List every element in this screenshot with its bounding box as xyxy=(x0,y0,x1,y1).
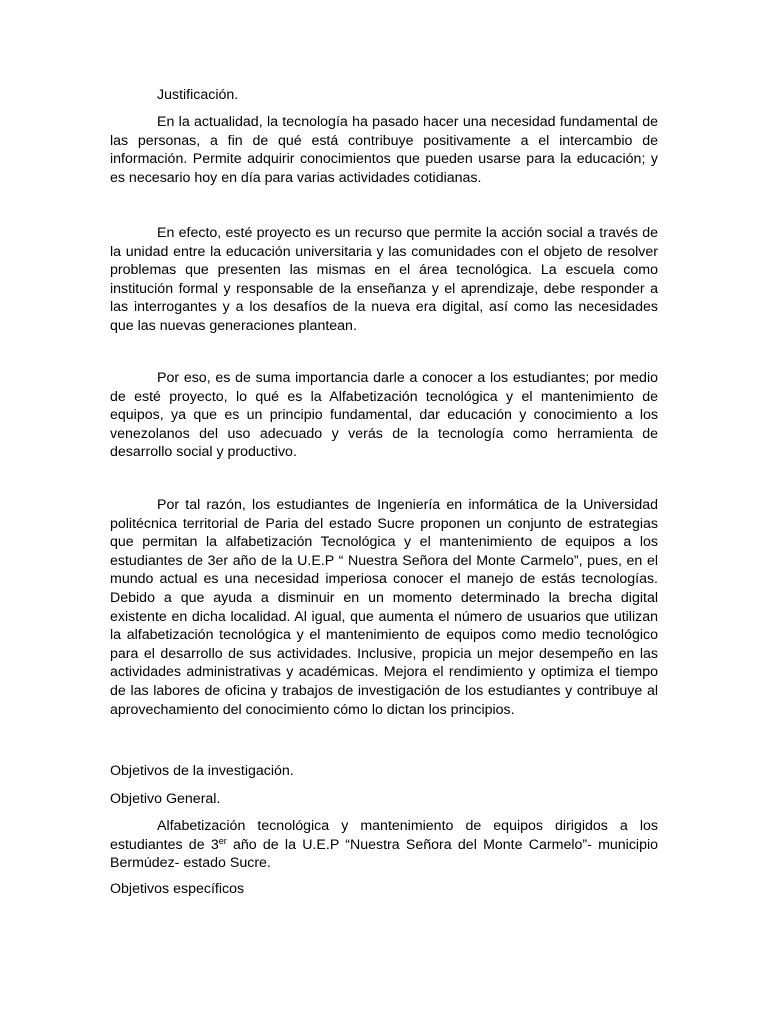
paragraph-objetivo-general xyxy=(110,817,658,873)
ordinal-superscript: er xyxy=(218,835,227,846)
paragraph-justificacion-3: Por eso, es de suma importancia darle a conocer a los estudiantes; por medio de esté proyecto, lo qué es la Alfabetización tecnológica y el mantenimiento de equipos, ya que es un principio fundamental, dar educación y conocimiento a los venezolanos del uso adecuado y verás de la tecnología como herramienta de desarrollo social y productivo. xyxy=(110,370,658,461)
paragraph-justificacion-2: En efecto, esté proyecto es un recurso que permite la acción social a través de la unidad entre la educación universitaria y las comunidades con el objeto de resolver problemas que presenten las mismas en el área tecnológica. La escuela como institución formal y responsable de la enseñanza y el aprendizaje, debe responder a las interrogantes y a los desafíos de la nueva era digital, así como las necesidades que las nuevas generaciones plantean. xyxy=(110,225,658,334)
objetivo-general-text-a: Alfabetización tecnológica y mantenimiento de equipos dirigidos a los estudiantes de 3 xyxy=(110,818,658,853)
heading-objetivo-general: Objetivo General. xyxy=(110,791,221,807)
objetivo-general-text-b: año de la U.E.P “Nuestra Señora del Monte Carmelo”- municipio Bermúdez- estado Sucre. xyxy=(110,836,658,872)
heading-objetivos: Objetivos de la investigación. xyxy=(110,763,294,779)
heading-objetivos-especificos: Objetivos específicos xyxy=(110,881,245,897)
paragraph-justificacion-4: Por tal razón, los estudiantes de Ingeniería en informática de la Universidad politécnica territorial de Paria del estado Sucre proponen un conjunto de estrategias que permitan la alfabetización Tecnológica y el mantenimiento de equipos a los estudiantes de 3er año de la U.E.P “ Nuestra Señora del Monte Carmelo”, pues, en el mundo actual es una necesidad imperiosa conocer el manejo de estás tecnologías. Debido a que ayuda a disminuir en un momento determinado la brecha digital existente en dicha localidad. Al igual, que aumenta el número de usuarios que utilizan la alfabetización tecnológica y el mantenimiento de equipos como medio tecnológico para el desarrollo de sus actividades. Inclusive, propicia un mejor desempeño en las actividades administrativas y académicas. Mejora el rendimiento y optimiza el tiempo de las labores de oficina y trabajos de investigación de los estudiantes y contribuye al aprovechamiento del conocimiento cómo lo dictan los principios. xyxy=(110,497,658,718)
heading-justificacion: Justificación. xyxy=(157,87,239,103)
paragraph-justificacion-1: En la actualidad, la tecnología ha pasado hacer una necesidad fundamental de las personas, a fin de qué está contribuye positivamente a el intercambio de información. Permite adquirir conocimientos que pueden usarse para la educación; y es necesario hoy en día para varias actividades cotidianas. xyxy=(110,114,658,186)
